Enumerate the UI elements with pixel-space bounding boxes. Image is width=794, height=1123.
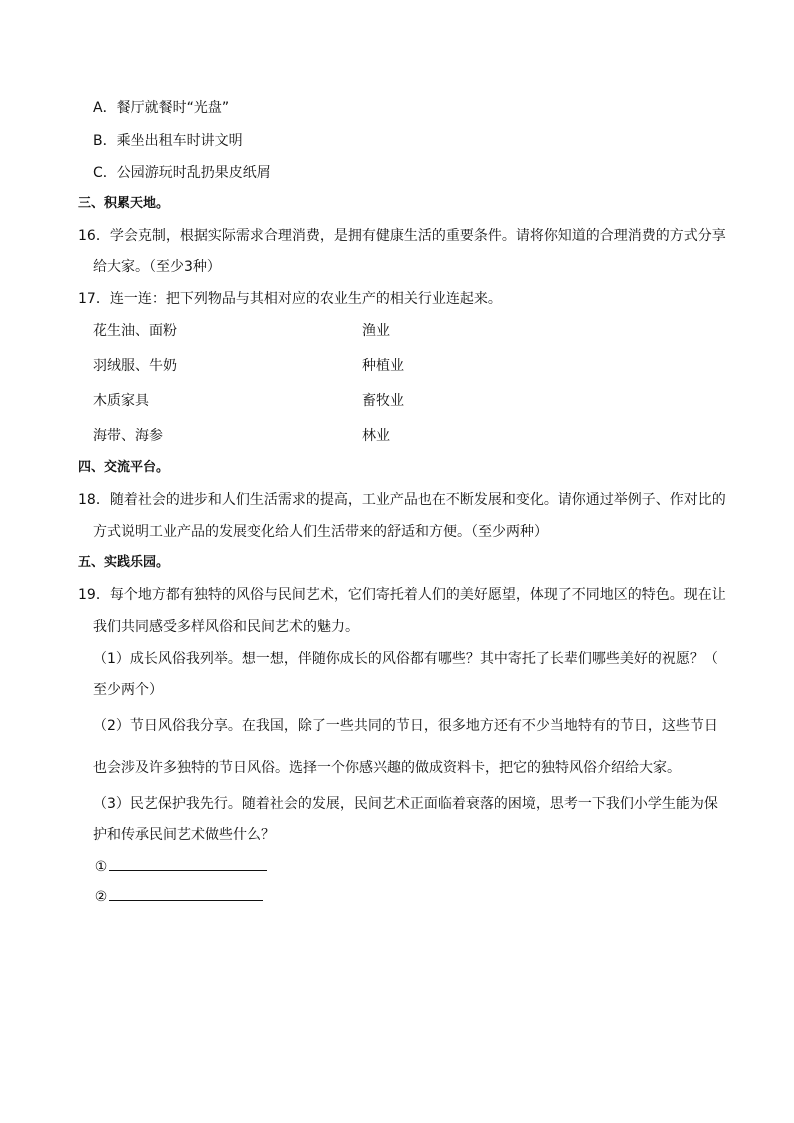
blank-1-label: ① (94, 859, 108, 875)
option-b: B．乘坐出租车时讲文明 (93, 133, 243, 149)
q19-sub1-line2: 至少两个） (93, 682, 163, 698)
q19-line2: 我们共同感受多样风俗和民间艺术的魅力。 (93, 619, 359, 635)
q18-line2: 方式说明工业产品的发展变化给人们生活带来的舒适和方便。（至少两种） (93, 524, 548, 540)
q17-stem: 17．连一连：把下列物品与其相对应的农业生产的相关行业连起来。 (78, 291, 502, 307)
q18-line1: 18．随着社会的进步和人们生活需求的提高，工业产品也在不断发展和变化。请你通过举例子、作对比的 (78, 492, 726, 508)
answer-blank-1[interactable] (93, 856, 267, 877)
q19-sub3-line2: 护和传承民间艺术做些什么？ (93, 827, 275, 843)
section-3-title: 三、积累天地。 (78, 196, 170, 211)
q17-industry: 种植业 (362, 358, 404, 374)
q17-industry: 畜牧业 (362, 393, 404, 409)
option-a: A．餐厅就餐时“光盘” (93, 100, 230, 116)
q16-line2: 给大家。（至少3种） (93, 259, 221, 275)
q17-item: 花生油、面粉 (93, 323, 177, 339)
section-4-title: 四、交流平台。 (78, 460, 170, 475)
q19-line1: 19．每个地方都有独特的风俗与民间艺术，它们寄托着人们的美好愿望，体现了不同地区的特色。现在让 (78, 587, 726, 603)
q19-sub2-line1: （2）节日风俗我分享。在我国，除了一些共同的节日，很多地方还有不少当地特有的节日，这些节日 (93, 718, 718, 734)
q19-sub2-line2: 也会涉及许多独特的节日风俗。选择一个你感兴趣的做成资料卡，把它的独特风俗介绍给大家。 (93, 760, 681, 776)
q17-item: 羽绒服、牛奶 (93, 358, 177, 374)
q17-industry: 林业 (362, 428, 390, 444)
q19-sub3-line1: （3）民艺保护我先行。随着社会的发展，民间艺术正面临着衰落的困境，思考一下我们小学生能为保 (93, 796, 718, 812)
blank-1-line[interactable] (109, 856, 267, 871)
q17-item: 海带、海参 (93, 428, 163, 444)
section-5-title: 五、实践乐园。 (78, 555, 170, 570)
blank-2-label: ② (94, 889, 108, 905)
q19-sub1-line1: （1）成长风俗我列举。想一想，伴随你成长的风俗都有哪些？其中寄托了长辈们哪些美好的祝愿？（ (93, 651, 718, 667)
blank-2-line[interactable] (109, 886, 263, 901)
q17-item: 木质家具 (93, 393, 149, 409)
q16-line1: 16．学会克制，根据实际需求合理消费，是拥有健康生活的重要条件。请将你知道的合理消费的方式分享 (78, 228, 726, 244)
option-c: C．公园游玩时乱扔果皮纸屑 (93, 165, 271, 181)
answer-blank-2[interactable] (93, 886, 263, 907)
q17-industry: 渔业 (362, 323, 390, 339)
